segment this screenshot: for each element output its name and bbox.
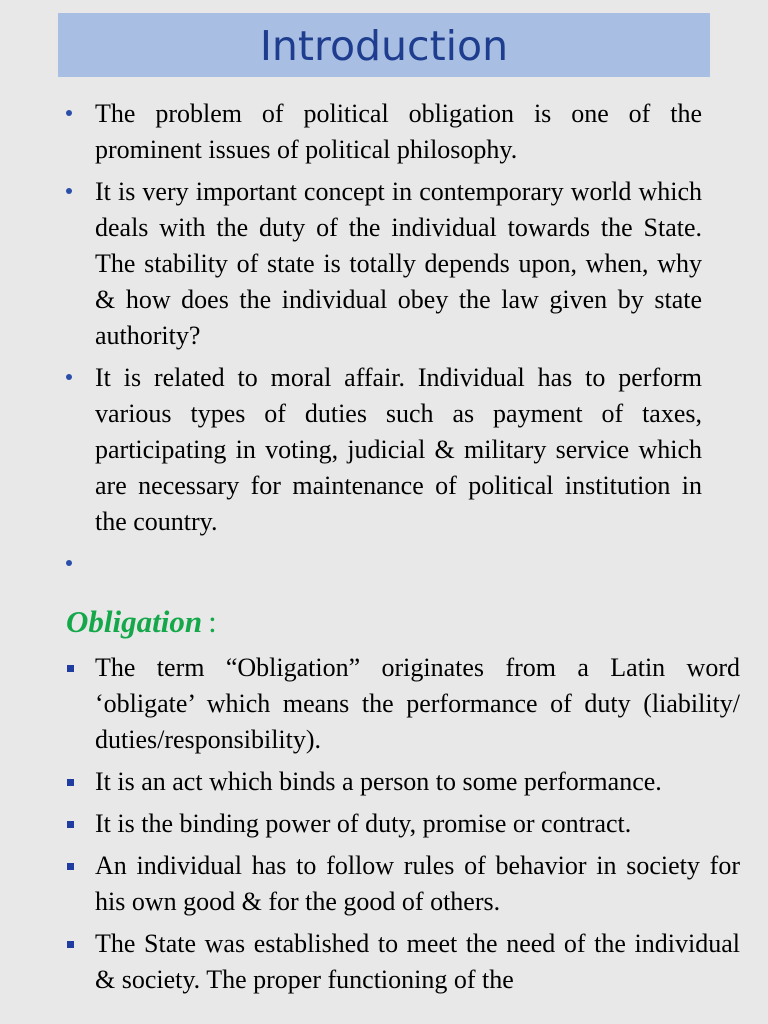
list-item (62, 174, 702, 354)
bullet-square-icon (67, 821, 74, 828)
list-item-text: It is very important concept in contemporary world which deals with the duty of the individual towards the State. The stability of state is totally depends upon, when, why & how does the individual obey the law given by state authority? (95, 177, 702, 350)
list-item (62, 96, 702, 168)
bullet-square-icon (67, 779, 74, 786)
obligation-list (62, 650, 740, 994)
list-item-text: The problem of political obligation is one of the prominent issues of political philosophy. (95, 99, 702, 164)
bullet-dot-icon (66, 374, 72, 380)
list-item-empty (62, 546, 702, 582)
bullet-dot-icon (66, 188, 72, 194)
title-bar (58, 13, 710, 77)
bullet-dot-icon (66, 560, 72, 566)
bullet-dot-icon (66, 110, 72, 116)
obligation-heading-text: Obligation (66, 604, 203, 639)
bullet-square-icon (67, 863, 74, 870)
list-item-text: It is related to moral affair. Individual has to perform various types of duties such as payment of taxes, participating in voting, judicial & military service which are necessary for maintenance of political institution in the country. (95, 363, 702, 536)
list-item-text: An individual has to follow rules of behavior in society for his own good & for the good of others. (95, 851, 740, 916)
obligation-heading (66, 602, 217, 642)
page-title: Introduction (259, 22, 509, 70)
obligation-heading-colon: : (208, 604, 217, 639)
list-item-text: It is the binding power of duty, promise or contract. (95, 809, 632, 838)
list-item (62, 764, 740, 800)
bullet-square-icon (67, 665, 74, 672)
list-item-text: The term “Obligation” originates from a Latin word ‘obligate’ which means the performance of duty (liability/ duties/responsibility). (95, 653, 740, 754)
list-item (62, 806, 740, 842)
list-item (62, 360, 702, 540)
list-item (62, 926, 740, 994)
list-item (62, 848, 740, 920)
list-item-text: It is an act which binds a person to some performance. (95, 767, 662, 796)
intro-list (62, 96, 702, 582)
list-item-text: The State was established to meet the need of the individual & society. The proper functioning of the (95, 929, 740, 994)
bullet-square-icon (67, 941, 74, 948)
list-item (62, 650, 740, 758)
